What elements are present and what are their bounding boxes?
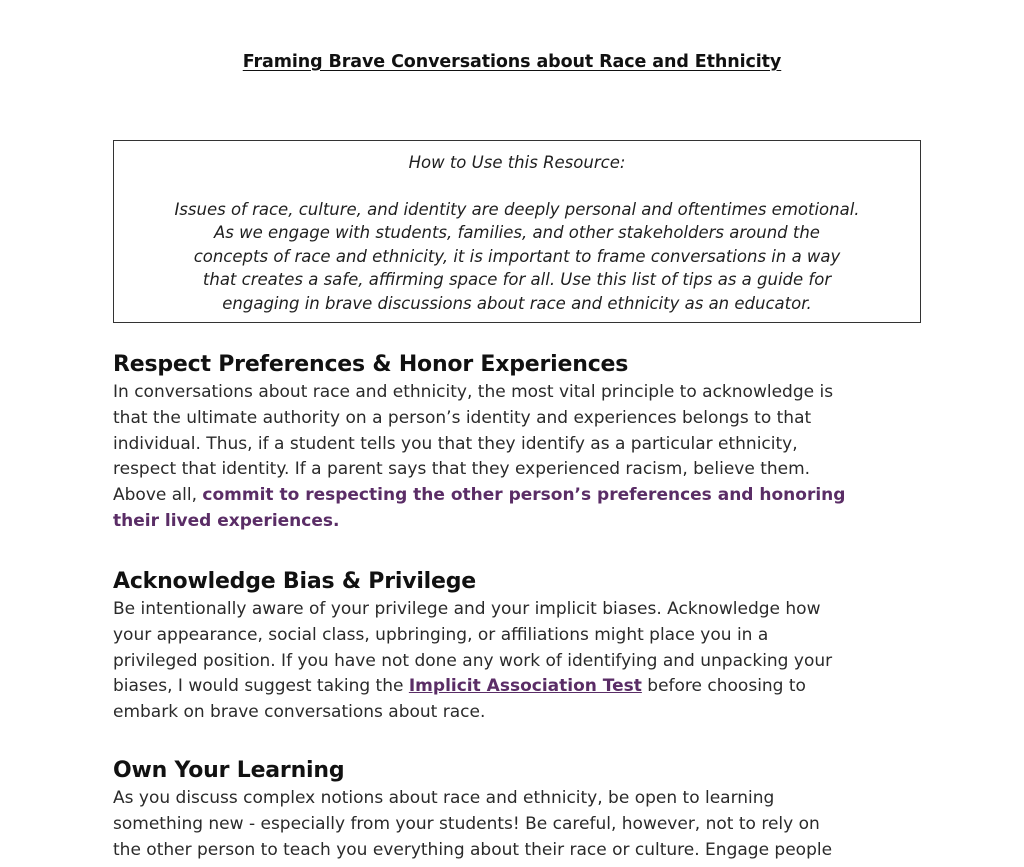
paragraph-line xyxy=(113,483,923,509)
resource-box-line: that creates a safe, affirming space for all. Use this list of tips as a guide for xyxy=(202,270,832,289)
section-heading: Respect Preferences & Honor Experiences xyxy=(113,352,629,377)
emphasis-text: commit to respecting the other person’s preferences and honoring xyxy=(202,485,846,506)
implicit-association-test-link[interactable]: Implicit Association Test xyxy=(408,676,642,697)
section-heading: Acknowledge Bias & Privilege xyxy=(113,569,477,594)
paragraph-line: Be intentionally aware of your privilege and your implicit biases. Acknowledge how xyxy=(113,599,821,619)
paragraph-line: respect that identity. If a parent says that they experienced racism, believe them. xyxy=(113,459,811,480)
paragraph-line: embark on brave conversations about race. xyxy=(113,702,486,723)
paragraph-text: biases, I would suggest taking the xyxy=(113,676,409,697)
paragraph-text: Above all, xyxy=(113,485,203,506)
resource-box-line: engaging in brave discussions about race and ethnicity as an educator. xyxy=(222,293,812,313)
paragraph-line: something new - especially from your students! Be careful, however, not to rely on xyxy=(113,813,820,834)
paragraph-line: the other person to teach you everything about their race or culture. Engage people xyxy=(113,839,833,860)
paragraph-line: your appearance, social class, upbringing, or affiliations might place you in a xyxy=(113,624,769,645)
paragraph-line: privileged position. If you have not done any work of identifying and unpacking your xyxy=(113,650,833,671)
resource-usage-box xyxy=(113,140,921,323)
resource-box-line: As we engage with students, families, and other stakeholders around the xyxy=(214,223,820,242)
paragraph-line: individual. Thus, if a student tells you that they identify as a particular ethnicity, xyxy=(113,433,798,454)
paragraph-line: In conversations about race and ethnicity, the most vital principle to acknowledge is xyxy=(113,382,834,402)
paragraph-line xyxy=(113,674,923,700)
document-title: Framing Brave Conversations about Race and Ethnicity xyxy=(242,52,782,72)
resource-box-title: How to Use this Resource: xyxy=(408,153,626,172)
emphasis-text: their lived experiences. xyxy=(113,510,340,531)
resource-box-line: concepts of race and ethnicity, it is important to frame conversations in a way xyxy=(193,246,841,266)
paragraph-line: As you discuss complex notions about race and ethnicity, be open to learning xyxy=(113,788,775,808)
section-own-your-learning xyxy=(113,756,923,863)
paragraph-text: before choosing to xyxy=(641,676,806,697)
section-acknowledge-bias xyxy=(113,567,923,726)
paragraph-line: that the ultimate authority on a person’s identity and experiences belongs to that xyxy=(113,407,812,428)
section-heading: Own Your Learning xyxy=(113,758,345,783)
section-respect-preferences xyxy=(113,350,923,535)
paragraph-line xyxy=(113,509,923,535)
resource-box-line: Issues of race, culture, and identity are deeply personal and oftentimes emotional. xyxy=(174,199,860,219)
